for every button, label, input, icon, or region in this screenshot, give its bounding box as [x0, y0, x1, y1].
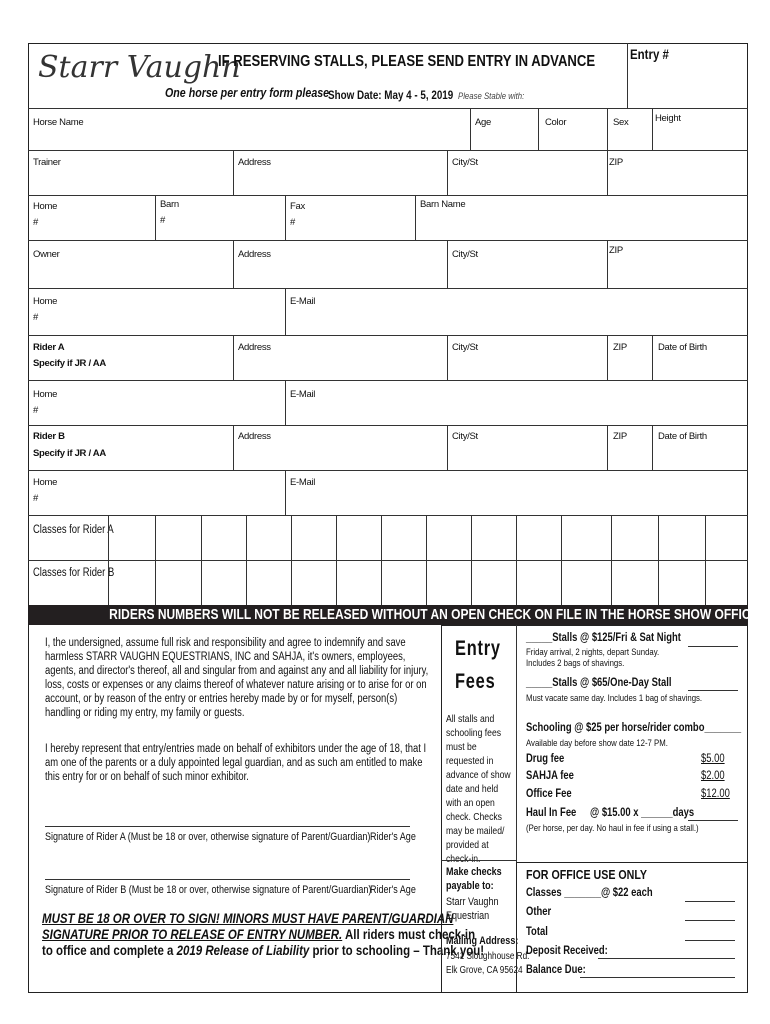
mailing-address-2: Elk Grove, CA 95624: [446, 965, 523, 976]
schooling-note: Available day before show date 12-7 PM.: [526, 738, 668, 749]
rider-b-dob-label: Date of Birth: [658, 431, 707, 442]
classes-rider-a-label: Classes for Rider A: [33, 524, 114, 536]
drug-fee-label: Drug fee: [526, 753, 565, 765]
barn-name-label: Barn Name: [420, 199, 466, 210]
sahja-fee-label: SAHJA fee: [526, 770, 574, 782]
rider-a-email-label: E-Mail: [290, 389, 316, 400]
sahja-fee-amount: $2.00: [701, 770, 725, 782]
warning-line-3: [42, 942, 484, 958]
rider-a-zip-label: ZIP: [613, 342, 627, 353]
home-phone-label: Home: [33, 201, 58, 212]
stalls-note: All stalls and schooling fees must be requested in advance of show date and held with an open check. Checks may be mailed/ provided at check-in.: [446, 713, 511, 865]
rider-a-address-label: Address: [238, 342, 271, 353]
rider-a-home-hash: #: [33, 405, 38, 416]
sex-label: Sex: [613, 117, 629, 128]
rider-a-city-label: City/St: [452, 342, 478, 353]
rider-b-home-label: Home: [33, 477, 58, 488]
show-date: Show Date: May 4 - 5, 2019: [328, 88, 454, 102]
barn-phone-label: Barn: [160, 199, 179, 210]
owner-address-label: Address: [238, 249, 271, 260]
rider-b-email-label: E-Mail: [290, 477, 316, 488]
page-subtitle: One horse per entry form please: [165, 85, 330, 100]
horse-name-label: Horse Name: [33, 117, 84, 128]
schooling-item: Schooling @ $25 per horse/rider combo_______: [526, 722, 742, 734]
owner-city-label: City/St: [452, 249, 478, 260]
fax-label: Fax: [290, 201, 305, 212]
rider-b-label: Rider B: [33, 431, 65, 442]
owner-email-label: E-Mail: [290, 296, 316, 307]
color-label: Color: [545, 117, 567, 128]
entry-fees-title-2: Fees: [455, 670, 496, 693]
office-fee-label: Office Fee: [526, 788, 572, 800]
owner-home-hash: #: [33, 312, 38, 323]
rider-a-dob-label: Date of Birth: [658, 342, 707, 353]
drug-fee-amount: $5.00: [701, 753, 725, 765]
office-fee-amount: $12.00: [701, 788, 730, 800]
age-label: Age: [475, 117, 492, 128]
office-other-label: Other: [526, 906, 552, 918]
mailing-address-title: Mailing Address:: [446, 935, 519, 947]
warning-line-1: MUST BE 18 OR OVER TO SIGN! MINORS MUST HAVE PARENT/GUARDIAN: [42, 910, 454, 926]
rider-b-city-label: City/St: [452, 431, 478, 442]
warning-line-3c: prior to schooling – Thank you!: [309, 942, 485, 958]
rider-b-address-label: Address: [238, 431, 271, 442]
rider-b-home-hash: #: [33, 493, 38, 504]
office-total-label: Total: [526, 926, 548, 938]
fax-hash: #: [290, 217, 295, 228]
office-use-title: FOR OFFICE USE ONLY: [526, 867, 648, 882]
owner-zip-label: ZIP: [609, 245, 623, 256]
stalls-125-item: _____Stalls @ $125/Fri & Sat Night: [526, 632, 681, 644]
rider-a-home-label: Home: [33, 389, 58, 400]
height-label: Height: [655, 113, 681, 124]
office-classes-label: Classes _______@ $22 each: [526, 887, 653, 899]
rider-a-age-label: Rider's Age: [370, 831, 416, 843]
haul-in-note: (Per horse, per day. No haul in fee if using a stall.): [526, 823, 699, 834]
warning-line-2a: SIGNATURE PRIOR TO RELEASE OF ENTRY NUMBER.: [42, 926, 343, 942]
riders-numbers-banner: RIDERS NUMBERS WILL NOT BE RELEASED WITHOUT AN OPEN CHECK ON FILE IN THE HORSE SHOW OFFICE: [28, 605, 748, 625]
signature-rider-a-label: Signature of Rider A (Must be 18 or over, otherwise signature of Parent/Guardian): [45, 831, 371, 843]
home-hash: #: [33, 217, 38, 228]
barn-hash: #: [160, 215, 165, 226]
starr-vaughn-logo: Starr Vaughn: [38, 50, 241, 85]
warning-line-3a: to office and complete a: [42, 942, 177, 958]
trainer-city-label: City/St: [452, 157, 478, 168]
deposit-received-label: Deposit Received:: [526, 945, 608, 957]
owner-home-label: Home: [33, 296, 58, 307]
owner-label: Owner: [33, 249, 60, 260]
payee: Starr Vaughn Equestrian: [446, 896, 499, 922]
rider-a-label: Rider A: [33, 342, 65, 353]
rider-b-age-label: Rider's Age: [370, 884, 416, 896]
rider-b-specify: Specify if JR / AA: [33, 448, 106, 459]
stalls-125-note: Friday arrival, 2 nights, depart Sunday. Includes 2 bags of shavings.: [526, 647, 660, 669]
stalls-65-item: _____Stalls @ $65/One-Day Stall: [526, 677, 672, 689]
trainer-zip-label: ZIP: [609, 157, 623, 168]
trainer-label: Trainer: [33, 157, 61, 168]
warning-line-3b: 2019 Release of Liability: [176, 942, 310, 958]
rider-b-zip-label: ZIP: [613, 431, 627, 442]
rider-a-specify: Specify if JR / AA: [33, 358, 106, 369]
entry-number-label: Entry #: [630, 46, 669, 62]
release-paragraph-1: I, the undersigned, assume full risk and responsibility and agree to indemnify and save harmless STARR VAUGHN EQUESTRIANS, INC and SAHJA, it's owners, employees, agents, and director's thereof, all and singular from and against any and all liability for injury, loss, costs or expenses or any claims thereof of whatever nature arising or to arise for or on account, or by reason of the entry or entries hereby made by or for myself, person(s) handling or riding my entry, my family or guests.: [45, 637, 429, 719]
balance-due-label: Balance Due:: [526, 964, 586, 976]
page-title: IF RESERVING STALLS, PLEASE SEND ENTRY IN ADVANCE: [218, 53, 596, 70]
stalls-65-note: Must vacate same day. Includes 1 bag of shavings.: [526, 693, 703, 704]
warning-line-2: [42, 926, 475, 942]
release-paragraph-2: I hereby represent that entry/entries made on behalf of exhibitors under the age of 18, that I am one of the parents or a duly appointed legal guardian, and as such am entitled to make this entry for or on behalf of such minor exhibitor.: [45, 743, 427, 783]
classes-rider-b-label: Classes for Rider B: [33, 567, 115, 579]
stable-with-label: Please Stable with:: [458, 91, 525, 102]
signature-rider-b-label: Signature of Rider B (Must be 18 or over, otherwise signature of Parent/Guardian): [45, 884, 372, 896]
haul-in-rate: @ $15.00 x ______days: [590, 807, 695, 819]
trainer-address-label: Address: [238, 157, 271, 168]
entry-fees-title-1: Entry: [455, 637, 501, 660]
mailing-address-1: 7541 Sloughhouse Rd.: [446, 951, 530, 962]
make-checks-title: Make checks payable to:: [446, 866, 502, 892]
haul-in-fee-label: Haul In Fee: [526, 807, 577, 819]
warning-line-2b: All riders must check-in: [342, 926, 476, 942]
